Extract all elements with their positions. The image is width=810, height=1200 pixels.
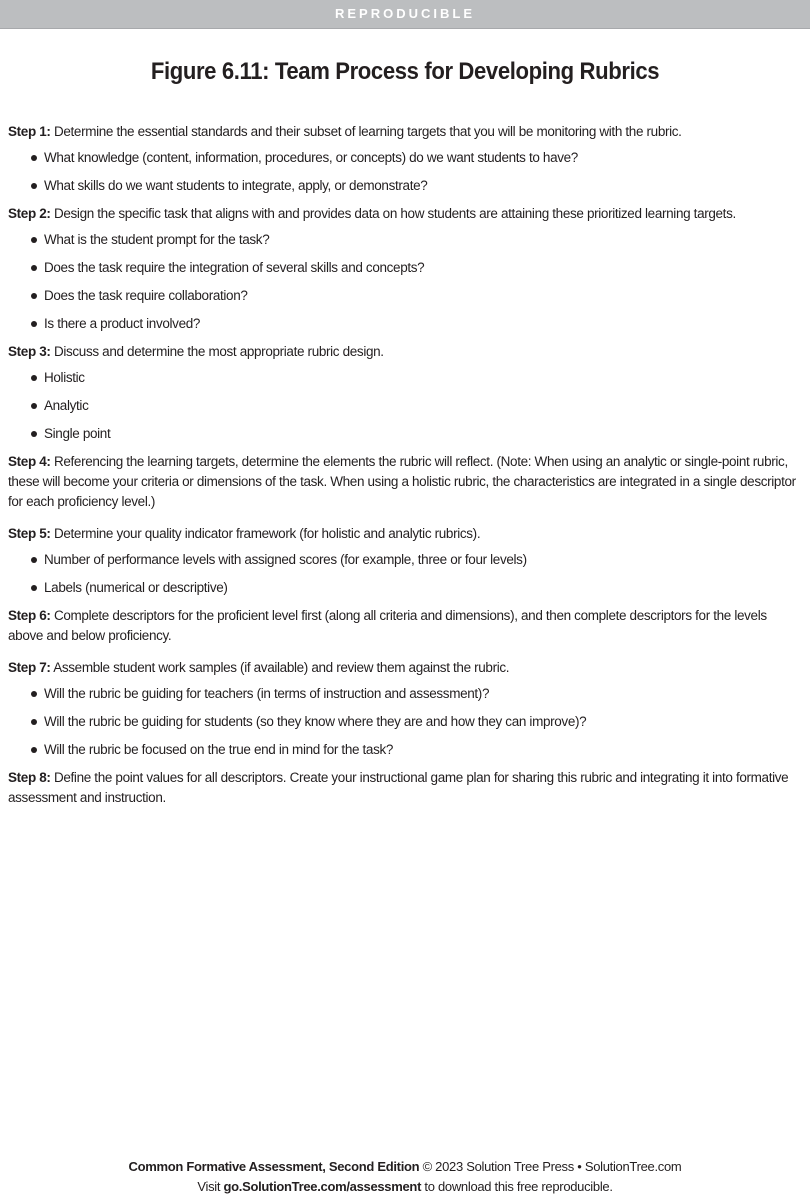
list-item: What knowledge (content, information, procedures, or concepts) do we want students to have? <box>8 148 798 168</box>
list-item: Will the rubric be guiding for teachers (in terms of instruction and assessment)? <box>8 684 798 704</box>
page-title: Figure 6.11: Team Process for Developing Rubrics <box>150 58 660 85</box>
list-item: Number of performance levels with assigned scores (for example, three or four levels) <box>8 550 798 570</box>
book-title: Common Formative Assessment, Second Edition <box>128 1159 420 1174</box>
step-1 <box>8 122 798 142</box>
step-4 <box>8 452 798 512</box>
step-1-bullets <box>8 148 798 196</box>
step-3-bullets <box>8 368 798 444</box>
visit-suffix: to download this free reproducible. <box>421 1179 613 1194</box>
step-label: Step 1: <box>8 124 51 139</box>
step-text: Referencing the learning targets, determine the elements the rubric will reflect. (Note: When using an analytic or single-point rubric, these will become your criteria or dimensions of the task. When using a holistic rubric, the characteristics are integrated in a single descriptor for each proficiency level.) <box>8 454 796 509</box>
step-text: Determine your quality indicator framework (for holistic and analytic rubrics). <box>50 526 481 541</box>
step-label: Step 6: <box>8 608 51 623</box>
list-item: Is there a product involved? <box>8 314 798 334</box>
step-6 <box>8 606 798 646</box>
footer-line-1 <box>0 1157 810 1177</box>
step-2 <box>8 204 798 224</box>
step-label: Step 4: <box>8 454 51 469</box>
list-item: Will the rubric be guiding for students (so they know where they are and how they can improve)? <box>8 712 798 732</box>
page-footer <box>0 1157 810 1197</box>
list-item: Analytic <box>8 396 798 416</box>
step-5 <box>8 524 798 544</box>
step-label: Step 8: <box>8 770 51 785</box>
step-3 <box>8 342 798 362</box>
footer-line-2 <box>0 1177 810 1197</box>
visit-prefix: Visit <box>197 1179 224 1194</box>
download-link[interactable]: go.SolutionTree.com/assessment <box>223 1179 422 1194</box>
list-item: Does the task require the integration of several skills and concepts? <box>8 258 798 278</box>
step-7 <box>8 658 798 678</box>
list-item: Does the task require collaboration? <box>8 286 798 306</box>
step-5-bullets <box>8 550 798 598</box>
step-label: Step 3: <box>8 344 51 359</box>
steps-content <box>8 122 798 816</box>
step-text: Design the specific task that aligns with and provides data on how students are attaining these prioritized learning targets. <box>50 206 736 221</box>
copyright-text: © 2023 Solution Tree Press • SolutionTree.com <box>419 1159 682 1174</box>
step-text: Determine the essential standards and their subset of learning targets that you will be monitoring with the rubric. <box>50 124 682 139</box>
step-7-bullets <box>8 684 798 760</box>
step-text: Assemble student work samples (if available) and review them against the rubric. <box>50 660 510 675</box>
step-text: Complete descriptors for the proficient level first (along all criteria and dimensions), and then complete descriptors for the levels above and below proficiency. <box>8 608 767 643</box>
list-item: Holistic <box>8 368 798 388</box>
step-8 <box>8 768 798 808</box>
list-item: Labels (numerical or descriptive) <box>8 578 798 598</box>
step-label: Step 2: <box>8 206 51 221</box>
list-item: What skills do we want students to integrate, apply, or demonstrate? <box>8 176 798 196</box>
step-label: Step 5: <box>8 526 51 541</box>
reproducible-banner: REPRODUCIBLE <box>0 0 810 29</box>
step-text: Discuss and determine the most appropriate rubric design. <box>50 344 384 359</box>
list-item: Will the rubric be focused on the true end in mind for the task? <box>8 740 798 760</box>
list-item: Single point <box>8 424 798 444</box>
step-label: Step 7: <box>8 660 51 675</box>
list-item: What is the student prompt for the task? <box>8 230 798 250</box>
step-text: Define the point values for all descriptors. Create your instructional game plan for sharing this rubric and integrating it into formative assessment and instruction. <box>8 770 789 805</box>
step-2-bullets <box>8 230 798 334</box>
